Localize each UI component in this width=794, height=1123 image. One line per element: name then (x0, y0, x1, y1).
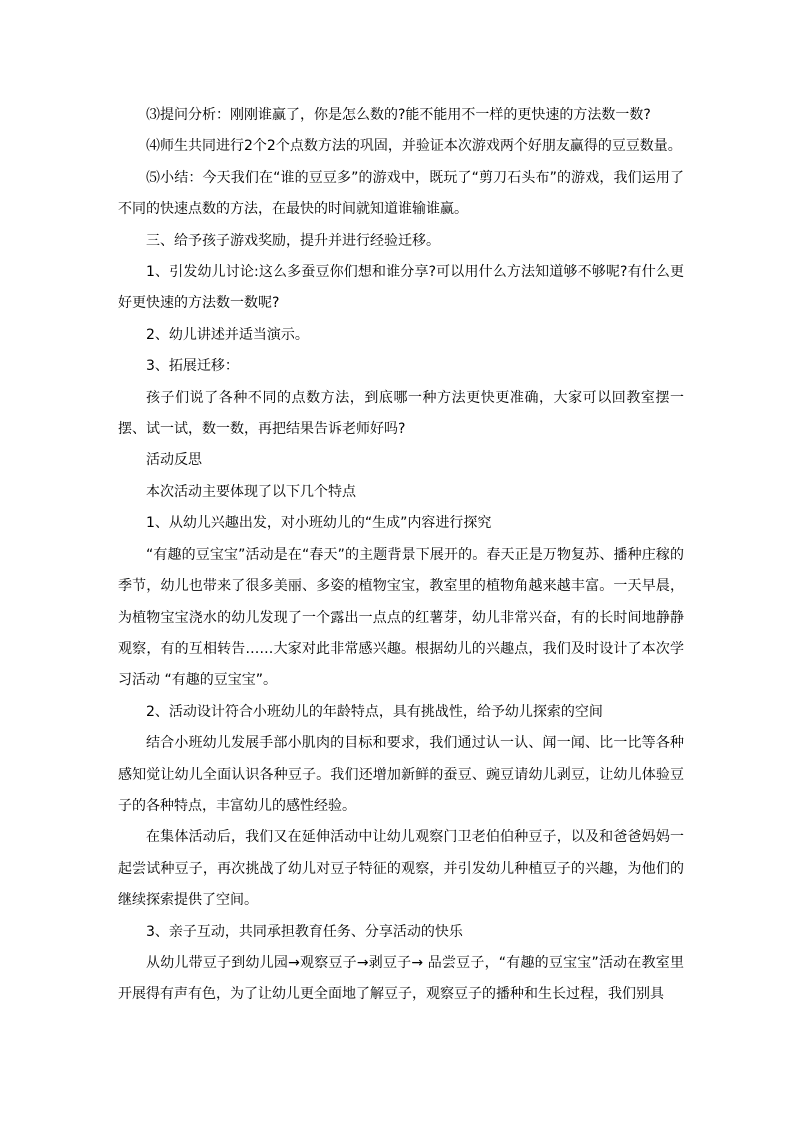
feature-heading-3: 3、亲子互动，共同承担教育任务、分享活动的快乐 (146, 923, 463, 940)
feature-heading-1: 1、从幼儿兴趣出发，对小班幼儿的“生成”内容进行探究 (146, 515, 492, 532)
paragraph-feature-2b: 在集体活动后，我们又在延伸活动中让幼儿观察门卫老伯伯种豆子，以及和爸爸妈妈一起尝试种豆子，再次挑战了幼儿对豆子特征的观察，并引发幼儿种植豆子的兴趣，为他们的继续探索提供了空间。 (118, 829, 684, 909)
paragraph-feature-1: “有趣的豆宝宝”活动是在“春天”的主题背景下展开的。春天正是万物复苏、播种庄稼的季节，幼儿也带来了很多美丽、多姿的植物宝宝，教室里的植物角越来越丰富。一天早晨，为植物宝宝浇水的幼儿发现了一个露出一点点的红薯芽，幼儿非常兴奋，有的长时间地静静观察，有的互相转告……大家对此非常感兴趣。根据幼儿的兴趣点，我们及时设计了本次学习活动 “有趣的豆宝宝”。 (118, 546, 684, 689)
paragraph-extension: 孩子们说了各种不同的点数方法，到底哪一种方法更快更准确，大家可以回教室摆一摆、试一试，数一数，再把结果告诉老师好吗? (118, 389, 684, 438)
section-heading-reflection: 活动反思 (146, 452, 202, 469)
paragraph-feature-2a: 结合小班幼儿发展手部小肌肉的目标和要求，我们通过认一认、闻一闻、比一比等各种感知觉让幼儿全面认识各种豆子。我们还增加新鲜的蚕豆、豌豆请幼儿剥豆，让幼儿体验豆子的各种特点，丰富幼儿的感性经验。 (118, 735, 684, 814)
feature-heading-2: 2、活动设计符合小班幼儿的年龄特点，具有挑战性，给予幼儿探索的空间 (146, 703, 603, 720)
paragraph-discussion: 1、引发幼儿讨论:这么多蚕豆你们想和谁分享?可以用什么方法知道够不够呢?有什么更好更快速的方法数一数呢? (118, 264, 684, 312)
paragraph-demonstration: 2、幼儿讲述并适当演示。 (146, 326, 309, 343)
paragraph-feature-3: 从幼儿带豆子到幼儿园→观察豆子→剥豆子→ 品尝豆子，“有趣的豆宝宝”活动在教室里开展得有声有色，为了让幼儿更全面地了解豆子，观察豆子的播种和生长过程，我们别具 (118, 954, 684, 1003)
paragraph-summary: ⑸小结：今天我们在“谁的豆豆多”的游戏中，既玩了“剪刀石头布”的游戏，我们运用了不同的快速点数的方法，在最快的时间就知道谁输谁赢。 (118, 169, 684, 218)
document-body (118, 100, 684, 1011)
paragraph-features-intro: 本次活动主要体现了以下几个特点 (146, 483, 356, 500)
paragraph-extension-heading: 3、拓展迁移： (146, 358, 239, 375)
paragraph-question-analysis: ⑶提问分析：刚刚谁赢了，你是怎么数的?能不能用不一样的更快速的方法数一数? (146, 107, 651, 123)
paragraph-consolidate-counting: ⑷师生共同进行2个2个点数方法的巩固，并验证本次游戏两个好朋友赢得的豆豆数量。 (146, 138, 682, 155)
section-heading-reward: 三、给予孩子游戏奖励，提升并进行经验迁移。 (146, 232, 440, 249)
